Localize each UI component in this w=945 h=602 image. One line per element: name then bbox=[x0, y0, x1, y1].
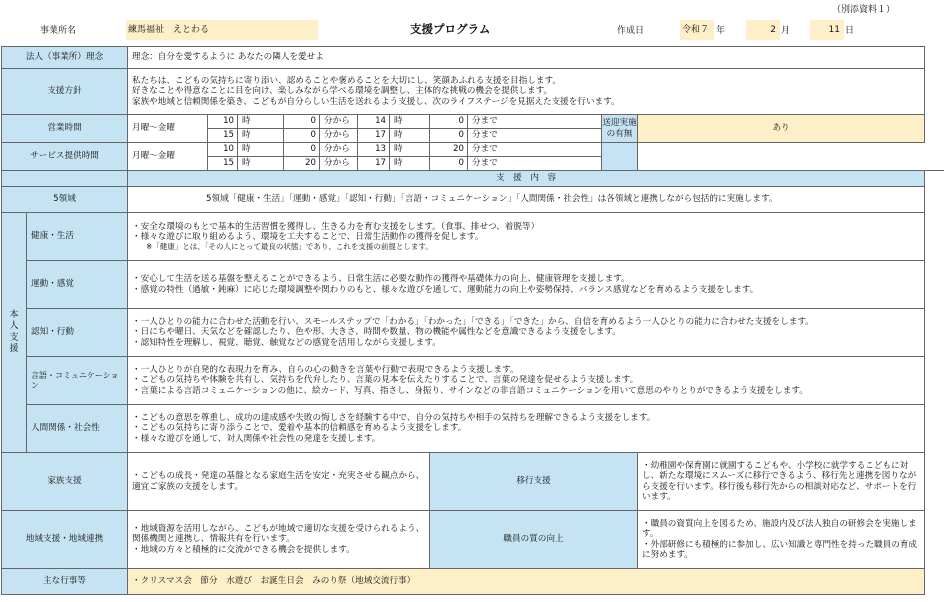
hours-days: 月曜～金曜 bbox=[128, 115, 208, 143]
service-hours-row-1: サービス提供時間 月曜～金曜 10 時 0 分から 13 時 20 分まで bbox=[2, 143, 945, 157]
area-row-social bbox=[2, 405, 945, 453]
area-row-cognition bbox=[2, 309, 945, 357]
community-text: ・地域資源を活用しながら、こどもが地域で適切な支援を受けられるよう、関係機関と連携し、情報共有を行います。 ・地域の方々と積極的に交流ができる機会を提供します。 bbox=[128, 511, 430, 569]
created-month: 2 bbox=[746, 20, 780, 40]
day-unit: 日 bbox=[845, 26, 855, 36]
self-support-label: 本人支援 bbox=[2, 213, 27, 453]
hours-row-1: 営業時間 月曜～金曜 10 時 0 分から 14 時 0 分まで 送迎実施の有無 あり bbox=[2, 115, 945, 129]
content-header-row bbox=[2, 171, 945, 187]
events-label: 主な行事等 bbox=[2, 569, 128, 595]
page-title: 支援プログラム bbox=[410, 22, 491, 36]
blank-cell bbox=[638, 143, 944, 171]
month-unit: 月 bbox=[781, 26, 791, 36]
policy-label: 支援方針 bbox=[2, 69, 128, 115]
transition-text: ・幼稚園や保育園に就園するこどもや、小学校に就学するこどもに対し、新たな環境にスムーズに移行できるよう、移行先と連携を図りながら支援を行います。移行後も移行先からの相談対応など、サポートを行います。 bbox=[638, 453, 925, 511]
office-label: 事業所名 bbox=[40, 26, 77, 36]
year-unit: 年 bbox=[716, 26, 726, 36]
events-row bbox=[2, 569, 945, 595]
family-label: 家族支援 bbox=[2, 453, 128, 511]
philosophy-text: 理念：自分を愛するように あなたの隣人を愛せよ bbox=[128, 47, 925, 69]
transport-value: あり bbox=[638, 115, 925, 143]
area-text-health: ・安全な環境のもとで基本的生活習慣を獲得し、生きる力を育む支援をします。（食事、排せつ、着脱等） ・様々な遊びに取り組めるよう、環境を工夫することで、日常生活動作の獲得を促します。 ※「健康」とは、「その人にとって最良の状態」であり、これを支援の前提とします。 bbox=[128, 213, 925, 261]
area-text-motor: ・安心して生活を送る基盤を整えることができるよう、日常生活に必要な動作の獲得や基礎体力の向上、健康管理を支援します。 ・感覚の特性（過敏・鈍麻）に応じた環境調整や関わりのもと、様々な遊びを通して、運動能力の向上や姿勢保持、バランス感覚などを育めるよう支援をします。 bbox=[128, 261, 925, 309]
office-name: 練馬福祉 えとわる bbox=[126, 20, 318, 40]
area-label-language: 言語・コミュニケーション bbox=[27, 357, 128, 405]
service-hours-blank bbox=[602, 143, 638, 171]
area-label-health: 健康・生活 bbox=[27, 213, 128, 261]
community-staff-row bbox=[2, 511, 945, 569]
area-row-motor bbox=[2, 261, 945, 309]
philosophy-label: 法人（事業所）理念 bbox=[2, 47, 128, 69]
created-era: 令和７ bbox=[680, 20, 714, 40]
family-transition-row bbox=[2, 453, 945, 511]
created-day: 11 bbox=[810, 20, 844, 40]
philosophy-row bbox=[2, 47, 945, 69]
transition-label: 移行支援 bbox=[430, 453, 638, 511]
five-areas-row bbox=[2, 187, 945, 213]
hours-row-2: 15 時 0 分から 17 時 0 分まで bbox=[2, 129, 945, 143]
policy-row bbox=[2, 69, 945, 115]
family-text: ・こどもの成長・発達の基盤となる家庭生活を安定・充実させる観点から、適宜ご家族の支援をします。 bbox=[128, 453, 430, 511]
community-label: 地域支援・地域連携 bbox=[2, 511, 128, 569]
events-text: ・クリスマス会 節分 水遊び お誕生日会 みのり祭（地域交流行事） bbox=[128, 569, 925, 595]
program-table bbox=[1, 46, 944, 595]
area-text-language: ・一人ひとりが自発的な表現力を育み、自らの心の動きを言葉や行動で表現できるよう支援します。 ・こどもの気持ちや体験を共有し、気持ちを代弁したり、言葉の見本を伝えたりすることで、言葉の発達を促せるよう支援します。 ・言葉による言語コミュニケーションの他に、絵カード、写真、指さし、身振り、サインなどの非言語コミュニケーションを用いて意思のやりとりができるよう支援をします。 bbox=[128, 357, 925, 405]
service-hours-days: 月曜～金曜 bbox=[128, 143, 208, 171]
five-areas-label: 5領域 bbox=[2, 187, 128, 213]
staff-text: ・職員の資質向上を図るため、施設内及び法人独自の研修会を実施します。 ・外部研修にも積極的に参加し、広い知識と専門性を持った職員の育成に努めます。 bbox=[638, 511, 925, 569]
area-label-social: 人間関係・社会性 bbox=[27, 405, 128, 453]
area-row-health bbox=[2, 213, 945, 261]
service-hours-label: サービス提供時間 bbox=[2, 143, 128, 171]
staff-label: 職員の質の向上 bbox=[430, 511, 638, 569]
annex-label: （別添資料１） bbox=[832, 5, 896, 15]
policy-text: 私たちは、こどもの気持ちに寄り添い、認めることや褒めることを大切にし、笑顔あふれる支援を目指します。 好きなことや得意なことに目を向け、楽しみながら学べる環境を調整し、主体的な挑戦の機会を提供します。 家族や地域と信頼関係を築き、こどもが自分らしい生活を送れるよう支援し、次のライフステージを見据えた支援を行います。 bbox=[128, 69, 925, 115]
hours-label: 営業時間 bbox=[2, 115, 128, 143]
area-row-language bbox=[2, 357, 945, 405]
transport-label: 送迎実施の有無 bbox=[602, 115, 638, 143]
area-text-cognition: ・一人ひとりの能力に合わせた活動を行い、スモールステップで「わかる」「わかった」「できる」「できた」から、自信を育めるよう一人ひとりの能力に合わせた支援をします。 ・日にちや曜日、天気などを確認したり、色や形、大きさ、時間や数量、物の機能や属性などを意識できるよう支援をします。 ・認知特性を理解し、視覚、聴覚、触覚などの感覚を活用しながら支援します。 bbox=[128, 309, 925, 357]
five-areas-text: 5領域「健康・生活」「運動・感覚」「認知・行動」「言語・コミュニケーション」「人間関係・社会性」は各領域と連携しながら包括的に実施します。 bbox=[128, 187, 925, 213]
content-header: 支 援 内 容 bbox=[128, 171, 925, 187]
area-label-motor: 運動・感覚 bbox=[27, 261, 128, 309]
service-hours-row-2: 15 時 20 分から 17 時 0 分まで bbox=[2, 157, 945, 171]
area-text-social: ・こどもの意思を尊重し、成功の達成感や失敗の悔しさを経験する中で、自分の気持ちや相手の気持ちを理解できるよう支援をします。 ・こどもの気持ちに寄り添うことで、愛着や基本的信頼感を育めるよう支援をします。 ・様々な遊びを通して、対人関係や社会性の発達を支援します。 bbox=[128, 405, 925, 453]
created-label: 作成日 bbox=[617, 26, 645, 36]
area-label-cognition: 認知・行動 bbox=[27, 309, 128, 357]
